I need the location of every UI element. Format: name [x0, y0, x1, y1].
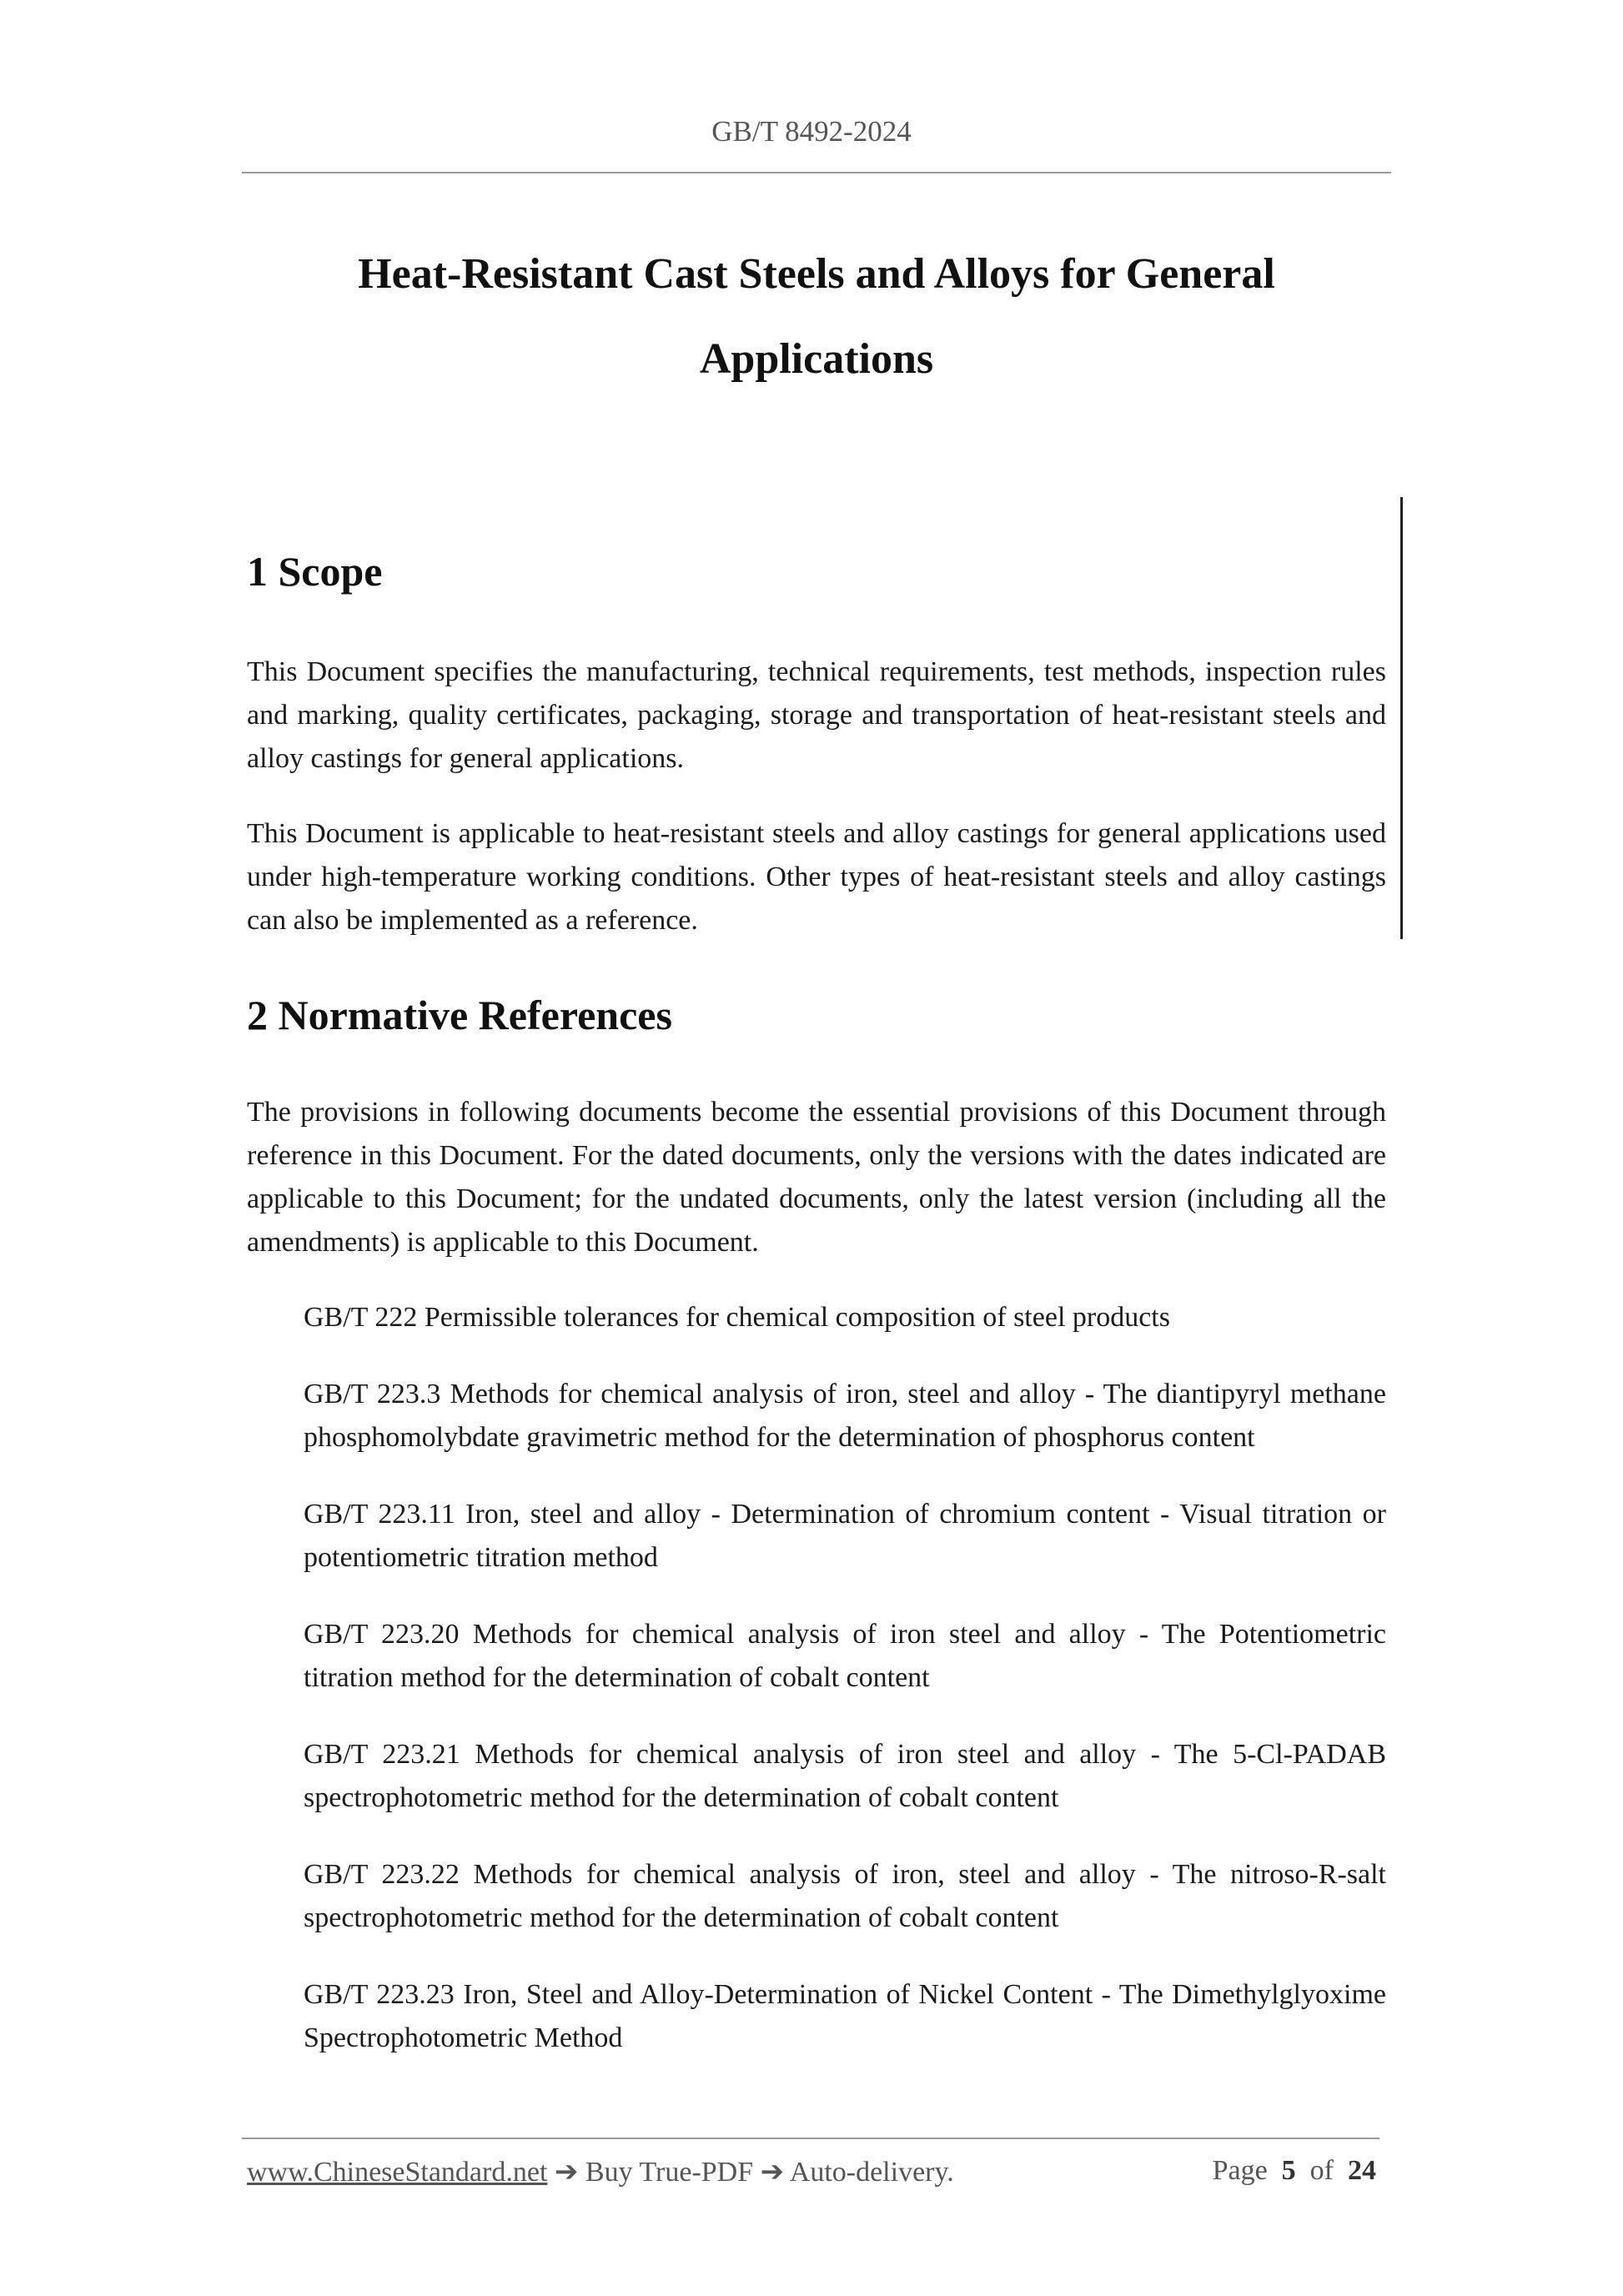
- section-heading-scope: 1 Scope: [247, 548, 383, 595]
- page-label: Page: [1212, 2155, 1268, 2186]
- page-total: 24: [1348, 2155, 1376, 2186]
- reference-item: GB/T 223.23 Iron, Steel and Alloy-Determination of Nickel Content - The Dimethylglyoxime Spectrophotometric Method: [304, 1979, 1386, 2053]
- reference-item: GB/T 222 Permissible tolerances for chemical composition of steel products: [304, 1302, 1170, 1333]
- revision-change-bar: [1400, 497, 1403, 939]
- buy-true-pdf-text: Buy True-PDF: [585, 2157, 754, 2188]
- reference-item: GB/T 223.21 Methods for chemical analysis of iron steel and alloy - The 5-Cl-PADAB spectrophotometric method for the determination of cobalt content: [304, 1739, 1386, 1813]
- normative-reference-list: [304, 1296, 1386, 2093]
- reference-item: GB/T 223.3 Methods for chemical analysis of iron, steel and alloy - The diantipyryl methane phosphomolybdate gravimetric method for the determination of phosphorus content: [304, 1379, 1386, 1453]
- page-of-label: of: [1309, 2155, 1334, 2186]
- page-current: 5: [1281, 2155, 1296, 2186]
- references-intro-paragraph: The provisions in following documents become the essential provisions of this Document through reference in this Document. For the dated documents, only the versions with the dates indicated are applicable to this Document; for the undated documents, only the latest version (including all the amendments) is applicable to this Document.: [247, 1097, 1386, 1258]
- document-title: [242, 232, 1391, 402]
- document-title-line-2: Applications: [699, 335, 934, 383]
- arrow-right-icon: ➔: [760, 2157, 785, 2188]
- footer-rule: [242, 2138, 1379, 2139]
- reference-item: GB/T 223.20 Methods for chemical analysis of iron steel and alloy - The Potentiometric titration method for the determination of cobalt content: [304, 1619, 1386, 1693]
- document-code-header: GB/T 8492-2024: [711, 115, 912, 148]
- auto-delivery-text: Auto-delivery.: [789, 2157, 954, 2188]
- header-rule: [242, 172, 1391, 173]
- scope-paragraph-1: This Document specifies the manufacturing, technical requirements, test methods, inspection rules and marking, quality certificates, packaging, storage and transportation of heat-resistant steels and alloy castings for general applications.: [247, 656, 1386, 774]
- section-heading-normative-references: 2 Normative References: [247, 992, 672, 1038]
- document-title-line-1: Heat-Resistant Cast Steels and Alloys for General: [358, 250, 1275, 298]
- reference-item: GB/T 223.22 Methods for chemical analysis of iron, steel and alloy - The nitroso-R-salt spectrophotometric method for the determination of cobalt content: [304, 1859, 1386, 1933]
- site-link[interactable]: www.ChineseStandard.net: [247, 2157, 548, 2188]
- scope-paragraph-2: This Document is applicable to heat-resistant steels and alloy castings for general applications used under high-temperature working conditions. Other types of heat-resistant steels and alloy castings can also be implemented as a reference.: [247, 818, 1386, 936]
- reference-item: GB/T 223.11 Iron, steel and alloy - Determination of chromium content - Visual titration or potentiometric titration method: [304, 1499, 1386, 1573]
- page-footer: [247, 2155, 1376, 2205]
- page-number: [1213, 2155, 1376, 2187]
- footer-promo: [247, 2155, 954, 2188]
- arrow-right-icon: ➔: [554, 2157, 579, 2188]
